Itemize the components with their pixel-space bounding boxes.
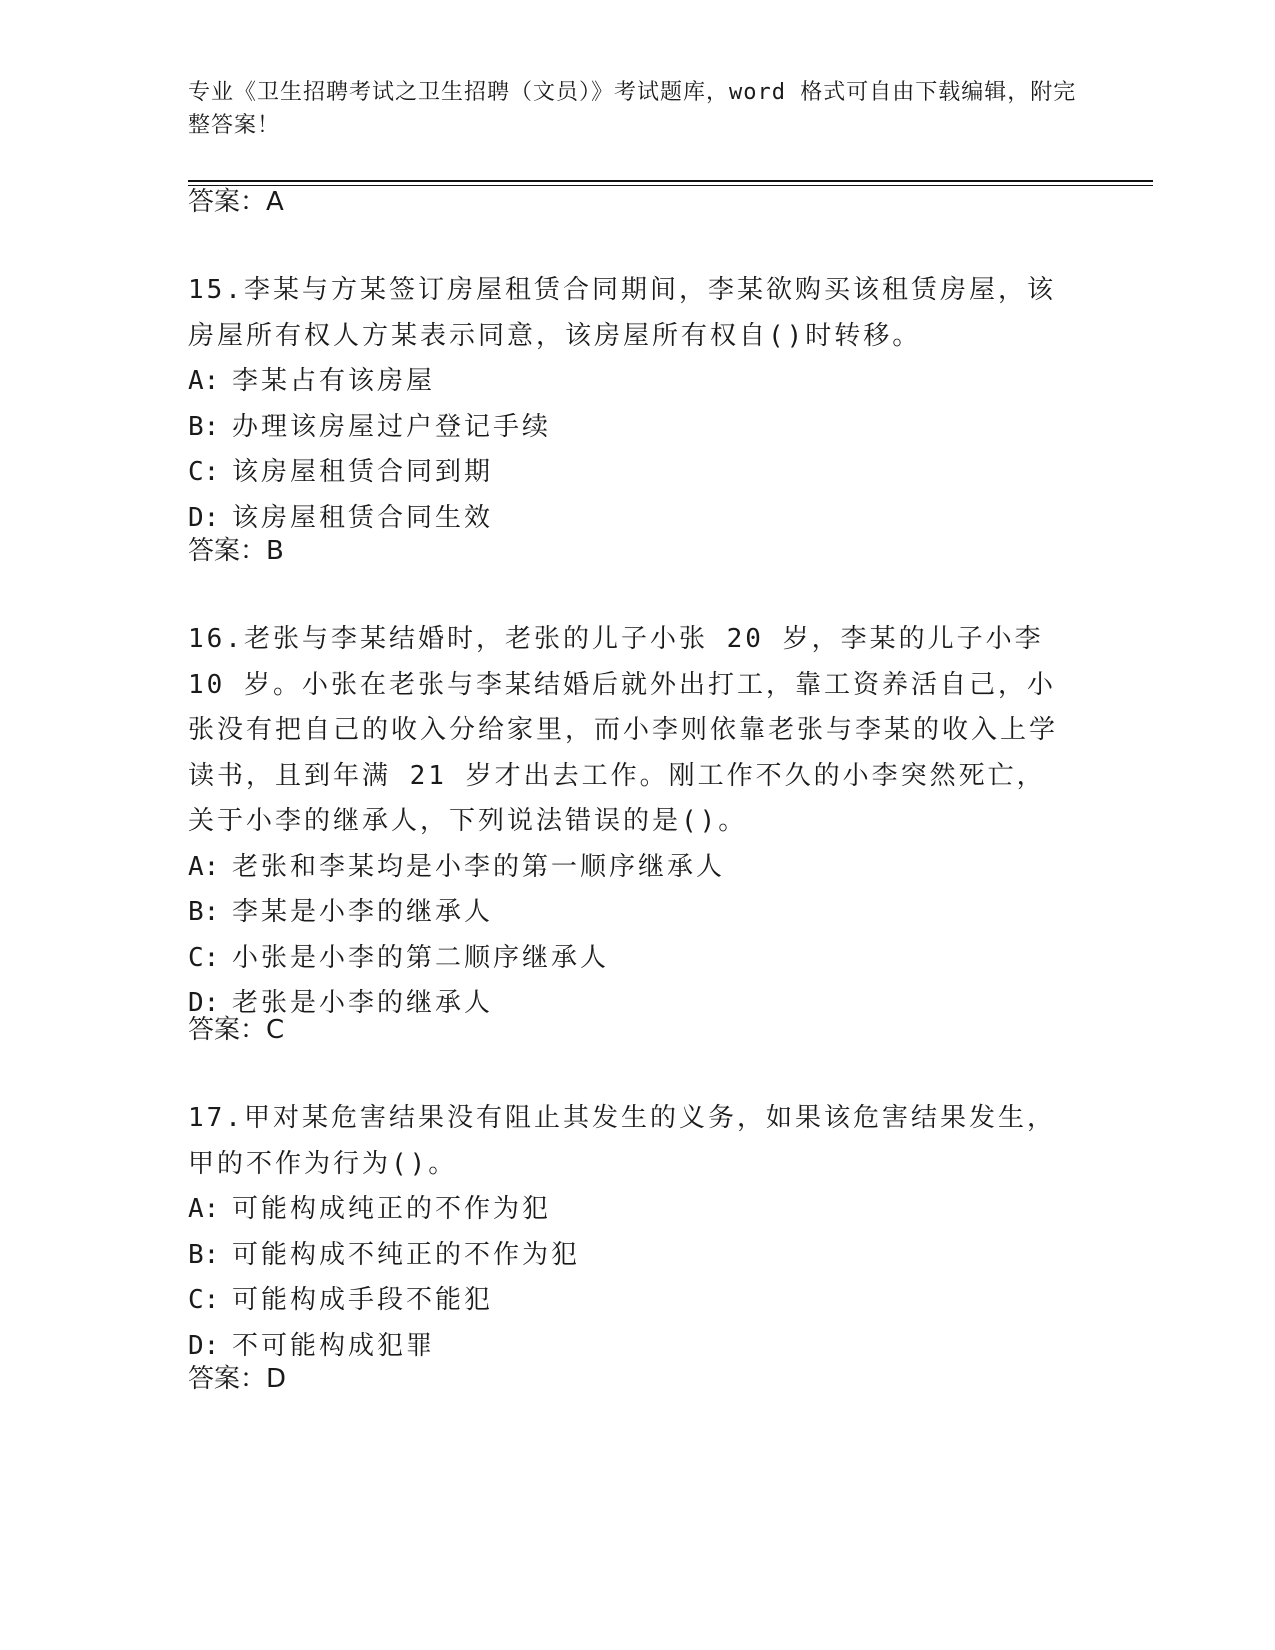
option-a bbox=[188, 359, 1073, 405]
option-d bbox=[188, 496, 1073, 542]
option-key: B: bbox=[188, 897, 220, 927]
option-text: 办理该房屋过户登记手续 bbox=[232, 411, 552, 442]
question-stem: 16.老张与李某结婚时，老张的儿子小张 20 岁，李某的儿子小李 10 岁。小张在老张与李某结婚后就外出打工，靠工资养活自己，小张没有把自己的收入分给家里，而小李则依靠老张与李某的收入上学读书，且到年满 21 岁才出去工作。刚工作不久的小李突然死亡，关于小李的继承人，下列说法错误的是()。 bbox=[188, 624, 1059, 836]
header-rule-thin bbox=[188, 185, 1153, 186]
document-header: 专业《卫生招聘考试之卫生招聘（文员）》考试题库，word 格式可自由下载编辑，附完整答案！ bbox=[188, 80, 1077, 138]
question-16 bbox=[188, 617, 1073, 1027]
option-text: 老张是小李的继承人 bbox=[232, 988, 494, 1018]
option-key: A: bbox=[188, 366, 220, 396]
option-key: D: bbox=[188, 988, 220, 1018]
option-text: 该房屋租赁合同到期 bbox=[232, 457, 494, 487]
option-d bbox=[188, 1324, 1073, 1370]
option-b bbox=[188, 890, 1073, 936]
option-key: D: bbox=[188, 1330, 220, 1361]
question-15 bbox=[188, 268, 1073, 541]
question-17 bbox=[188, 1096, 1073, 1369]
option-text: 不可能构成犯罪 bbox=[232, 1330, 436, 1361]
option-key: B: bbox=[188, 411, 220, 442]
option-key: C: bbox=[188, 942, 220, 973]
option-text: 可能构成纯正的不作为犯 bbox=[232, 1194, 552, 1224]
option-key: C: bbox=[188, 457, 220, 487]
option-a bbox=[188, 845, 1073, 891]
header-rule-thick bbox=[188, 180, 1153, 182]
option-text: 可能构成手段不能犯 bbox=[232, 1285, 494, 1315]
option-text: 李某是小李的继承人 bbox=[232, 897, 494, 927]
option-text: 李某占有该房屋 bbox=[232, 366, 436, 396]
option-key: C: bbox=[188, 1285, 220, 1315]
option-b bbox=[188, 405, 1073, 451]
option-key: A: bbox=[188, 1194, 220, 1224]
question-stem: 15.李某与方某签订房屋租赁合同期间，李某欲购买该租赁房屋，该房屋所有权人方某表示同意，该房屋所有权自()时转移。 bbox=[188, 275, 1056, 351]
answer-16: 答案：C bbox=[188, 1015, 285, 1045]
question-stem: 17.甲对某危害结果没有阻止其发生的义务，如果该危害结果发生，甲的不作为行为()。 bbox=[188, 1103, 1056, 1179]
option-text: 可能构成不纯正的不作为犯 bbox=[232, 1239, 581, 1270]
option-c bbox=[188, 936, 1073, 982]
answer-15: 答案：B bbox=[188, 536, 284, 566]
option-c bbox=[188, 1278, 1073, 1324]
option-text: 小张是小李的第二顺序继承人 bbox=[232, 942, 610, 973]
previous-answer: 答案：A bbox=[188, 187, 284, 217]
option-c bbox=[188, 450, 1073, 496]
option-key: B: bbox=[188, 1239, 220, 1270]
answer-17: 答案：D bbox=[188, 1364, 287, 1394]
option-text: 该房屋租赁合同生效 bbox=[232, 502, 494, 533]
option-a bbox=[188, 1187, 1073, 1233]
option-b bbox=[188, 1233, 1073, 1279]
option-text: 老张和李某均是小李的第一顺序继承人 bbox=[232, 851, 726, 882]
option-key: A: bbox=[188, 851, 220, 882]
option-key: D: bbox=[188, 502, 220, 533]
option-d bbox=[188, 981, 1073, 1027]
